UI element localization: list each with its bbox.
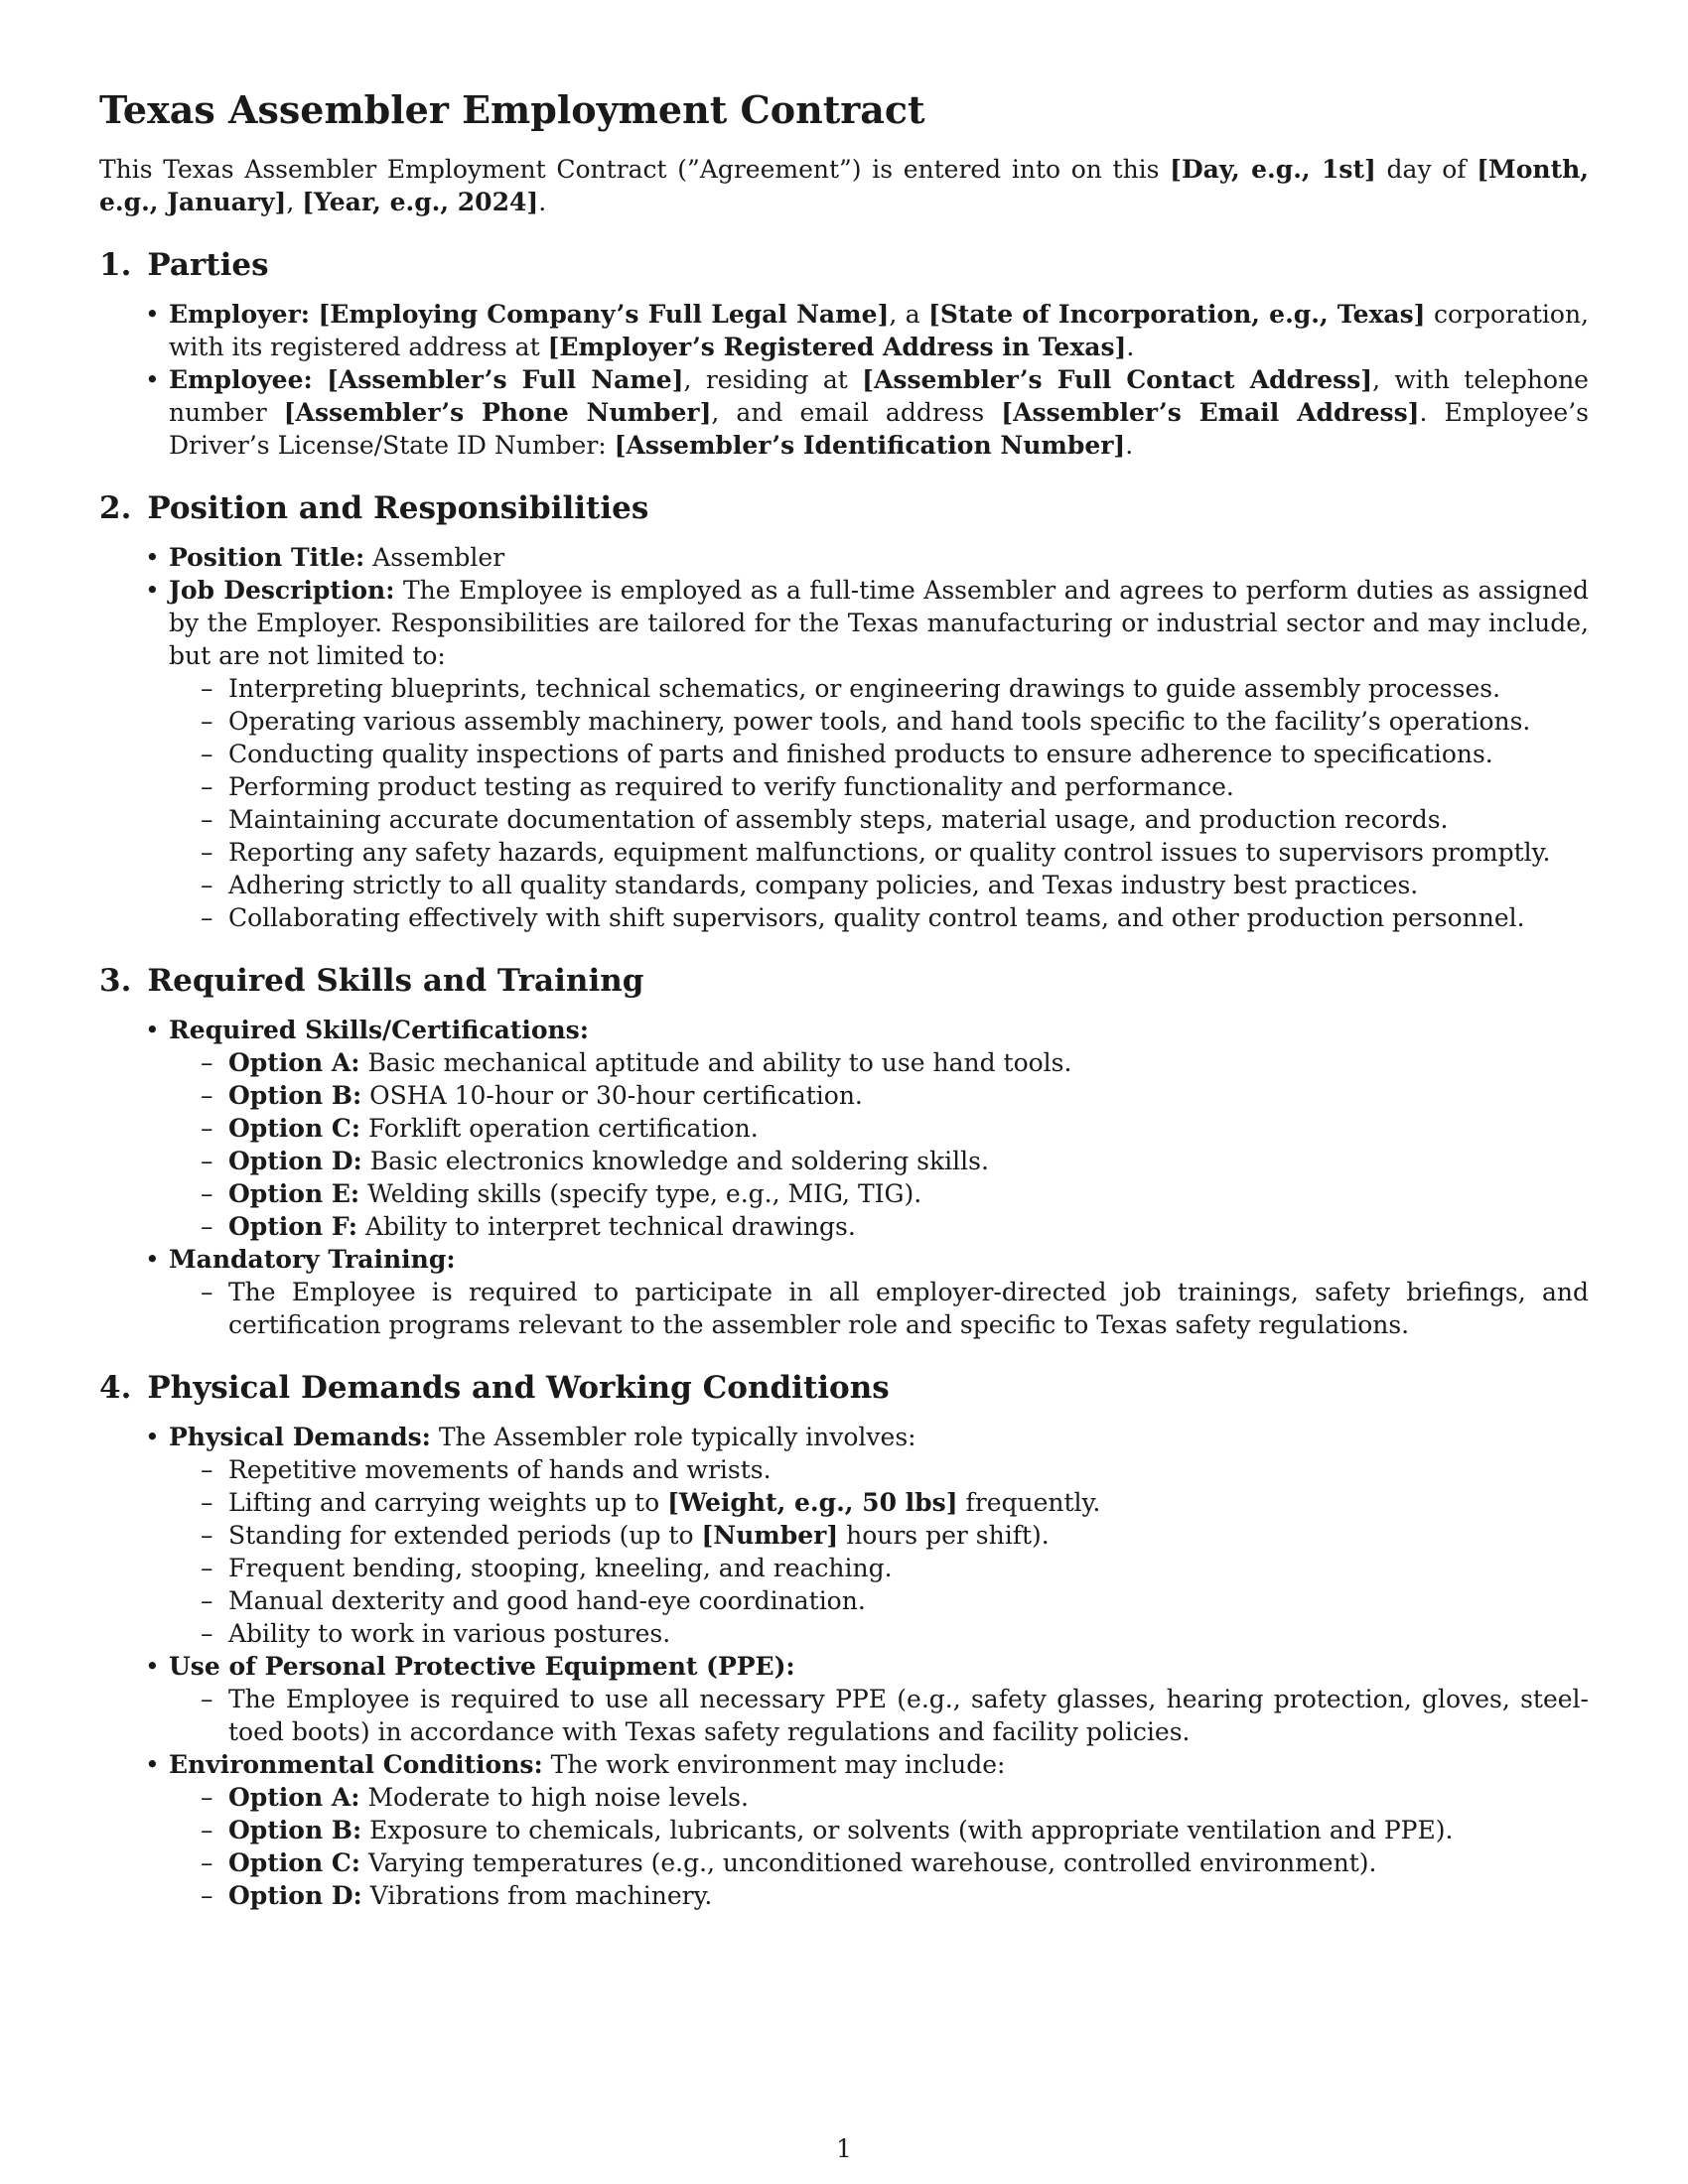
environmental-conditions-item xyxy=(169,1748,1589,1912)
physical-demands-item xyxy=(169,1421,1589,1650)
mandatory-training-item xyxy=(169,1243,1589,1341)
duties-list xyxy=(169,672,1589,934)
section-1-heading xyxy=(99,246,1589,284)
text: , a xyxy=(889,300,929,329)
option-label: Option B: xyxy=(228,1816,362,1844)
job-description-label: Job Description: xyxy=(169,576,395,605)
page-number: 1 xyxy=(836,2134,852,2163)
option-text: Exposure to chemicals, lubricants, or solvents (with appropriate ventilation and PPE). xyxy=(369,1816,1454,1844)
physical-demand: – Manual dexterity and good hand-eye coordination. xyxy=(228,1584,1589,1617)
section-number: 2. xyxy=(99,490,132,526)
training-list xyxy=(169,1276,1589,1341)
skill-option xyxy=(228,1112,1589,1145)
option-label: Option A: xyxy=(228,1783,360,1812)
employee-name-placeholder: [Assembler’s Full Name] xyxy=(327,365,684,394)
text: , with telephone number xyxy=(169,365,1589,427)
employee-phone-placeholder: [Assembler’s Phone Number] xyxy=(283,398,712,427)
physical-demand: – Frequent bending, stooping, kneeling, and reaching. xyxy=(228,1552,1589,1584)
duty-item: – Adhering strictly to all quality standards, company policies, and Texas industry best practices. xyxy=(228,869,1589,901)
option-text: Moderate to high noise levels. xyxy=(367,1783,749,1812)
day-placeholder: [Day, e.g., 1st] xyxy=(1170,155,1376,184)
option-label: Option A: xyxy=(228,1048,360,1077)
skills-list xyxy=(99,1014,1589,1341)
weight-placeholder: [Weight, e.g., 50 lbs] xyxy=(667,1488,958,1517)
intro-text: . xyxy=(538,188,547,216)
option-label: Option D: xyxy=(228,1147,362,1175)
skill-option xyxy=(228,1046,1589,1079)
text: Standing for extended periods (up to xyxy=(228,1521,702,1550)
hours-placeholder: [Number] xyxy=(701,1521,839,1550)
required-skills-item xyxy=(169,1014,1589,1243)
text: . xyxy=(1125,431,1134,460)
state-placeholder: [State of Incorporation, e.g., Texas] xyxy=(928,300,1426,329)
text: . Employee’s Driver’s License/State ID Number: xyxy=(169,398,1590,460)
physical-demand xyxy=(228,1486,1589,1519)
position-title-item xyxy=(169,541,1589,574)
environmental-label: Environmental Conditions: xyxy=(169,1750,543,1779)
intro-paragraph xyxy=(99,153,1589,218)
skill-option xyxy=(228,1145,1589,1177)
training-text: – The Employee is required to participate in all employer-directed job trainings, safety briefings, and certification programs relevant to the assembler role and specific to Texas safety regulations. xyxy=(228,1276,1589,1341)
employer-name-placeholder: [Employing Company’s Full Legal Name] xyxy=(318,300,890,329)
ppe-label: Use of Personal Protective Equipment (PPE): xyxy=(169,1652,795,1681)
section-3-heading xyxy=(99,962,1589,1000)
document-title: Texas Assembler Employment Contract xyxy=(99,87,925,132)
ppe-text: – The Employee is required to use all necessary PPE (e.g., safety glasses, hearing protection, gloves, steel-toed boots) in accordance with Texas safety regulations and facility policies. xyxy=(228,1683,1589,1748)
intro-text: This Texas Assembler Employment Contract (”Agreement”) is entered into on this xyxy=(99,155,1171,184)
physical-demand: – Ability to work in various postures. xyxy=(228,1617,1589,1650)
duty-item: – Conducting quality inspections of parts and finished products to ensure adherence to specifications. xyxy=(228,738,1589,770)
text: hours per shift). xyxy=(838,1521,1050,1550)
text: , residing at xyxy=(683,365,863,394)
section-number: 4. xyxy=(99,1370,132,1406)
text: , and email address xyxy=(711,398,1002,427)
option-text: Ability to interpret technical drawings. xyxy=(364,1212,856,1241)
physical-demand xyxy=(228,1519,1589,1552)
position-list xyxy=(99,541,1589,934)
section-2-heading xyxy=(99,489,1589,527)
position-label: Position Title: xyxy=(169,543,365,572)
environment-option xyxy=(228,1846,1589,1879)
option-label: Option C: xyxy=(228,1848,360,1877)
month-placeholder: [Month, e.g., January] xyxy=(99,155,1589,216)
training-label: Mandatory Training: xyxy=(169,1245,456,1274)
physical-demands-label: Physical Demands: xyxy=(169,1423,431,1451)
physical-demands-list xyxy=(169,1453,1589,1650)
section-4-heading xyxy=(99,1369,1589,1407)
environment-option xyxy=(228,1781,1589,1814)
option-label: Option B: xyxy=(228,1081,362,1110)
employer-address-placeholder: [Employer’s Registered Address in Texas] xyxy=(547,333,1127,361)
employee-label: Employee: xyxy=(169,365,313,394)
position-value: Assembler xyxy=(372,543,505,572)
intro-text: day of xyxy=(1375,155,1477,184)
option-text: OSHA 10-hour or 30-hour certification. xyxy=(369,1081,863,1110)
employee-item xyxy=(169,363,1589,462)
section-title: Position and Responsibilities xyxy=(147,490,649,526)
employee-id-placeholder: [Assembler’s Identification Number] xyxy=(614,431,1126,460)
option-text: Basic electronics knowledge and soldering skills. xyxy=(369,1147,989,1175)
option-label: Option C: xyxy=(228,1114,360,1143)
parties-list xyxy=(99,298,1589,462)
section-number: 1. xyxy=(99,247,132,283)
option-text: Vibrations from machinery. xyxy=(369,1881,713,1910)
skill-options-list xyxy=(169,1046,1589,1243)
text: corporation, with its registered address at xyxy=(169,300,1589,361)
option-label: Option F: xyxy=(228,1212,357,1241)
section-title: Physical Demands and Working Conditions xyxy=(147,1370,890,1406)
physical-demands-text: The Assembler role typically involves: xyxy=(438,1423,916,1451)
text: frequently. xyxy=(957,1488,1101,1517)
skills-label: Required Skills/Certifications: xyxy=(169,1016,589,1044)
duty-item: – Operating various assembly machinery, power tools, and hand tools specific to the facility’s operations. xyxy=(228,705,1589,738)
duty-item: – Maintaining accurate documentation of assembly steps, material usage, and production records. xyxy=(228,803,1589,836)
employee-address-placeholder: [Assembler’s Full Contact Address] xyxy=(862,365,1373,394)
job-description-item xyxy=(169,574,1589,934)
environment-options-list xyxy=(169,1781,1589,1912)
environment-option xyxy=(228,1814,1589,1846)
option-text: Forklift operation certification. xyxy=(367,1114,759,1143)
duty-item: – Performing product testing as required to verify functionality and performance. xyxy=(228,770,1589,803)
environment-option xyxy=(228,1879,1589,1912)
ppe-list xyxy=(169,1683,1589,1748)
environmental-text: The work environment may include: xyxy=(550,1750,1006,1779)
conditions-list xyxy=(99,1421,1589,1912)
duty-item: – Reporting any safety hazards, equipment malfunctions, or quality control issues to supervisors promptly. xyxy=(228,836,1589,869)
employer-item xyxy=(169,298,1589,363)
section-title: Parties xyxy=(147,247,269,283)
intro-text: , xyxy=(286,188,303,216)
employer-label: Employer: xyxy=(169,300,310,329)
option-label: Option D: xyxy=(228,1881,362,1910)
text: . xyxy=(1126,333,1135,361)
option-text: Varying temperatures (e.g., unconditioned warehouse, controlled environment). xyxy=(367,1848,1377,1877)
skill-option xyxy=(228,1210,1589,1243)
option-text: Welding skills (specify type, e.g., MIG, TIG). xyxy=(367,1179,922,1208)
duty-item: – Collaborating effectively with shift supervisors, quality control teams, and other production personnel. xyxy=(228,901,1589,934)
section-number: 3. xyxy=(99,963,132,999)
skill-option xyxy=(228,1177,1589,1210)
section-title: Required Skills and Training xyxy=(147,963,644,999)
skill-option xyxy=(228,1079,1589,1112)
document-page xyxy=(99,87,1589,1912)
text: Lifting and carrying weights up to xyxy=(228,1488,668,1517)
employee-email-placeholder: [Assembler’s Email Address] xyxy=(1001,398,1420,427)
year-placeholder: [Year, e.g., 2024] xyxy=(302,188,539,216)
physical-demand: – Repetitive movements of hands and wrists. xyxy=(228,1453,1589,1486)
duty-item: – Interpreting blueprints, technical schematics, or engineering drawings to guide assembly processes. xyxy=(228,672,1589,705)
option-text: Basic mechanical aptitude and ability to use hand tools. xyxy=(367,1048,1072,1077)
option-label: Option E: xyxy=(228,1179,360,1208)
job-description-text: The Employee is employed as a full-time Assembler and agrees to perform duties as assigned by the Employer. Responsibilities are tailored for the Texas manufacturing or industrial sector and may include, but are not limited to: xyxy=(169,576,1590,670)
ppe-item xyxy=(169,1650,1589,1748)
